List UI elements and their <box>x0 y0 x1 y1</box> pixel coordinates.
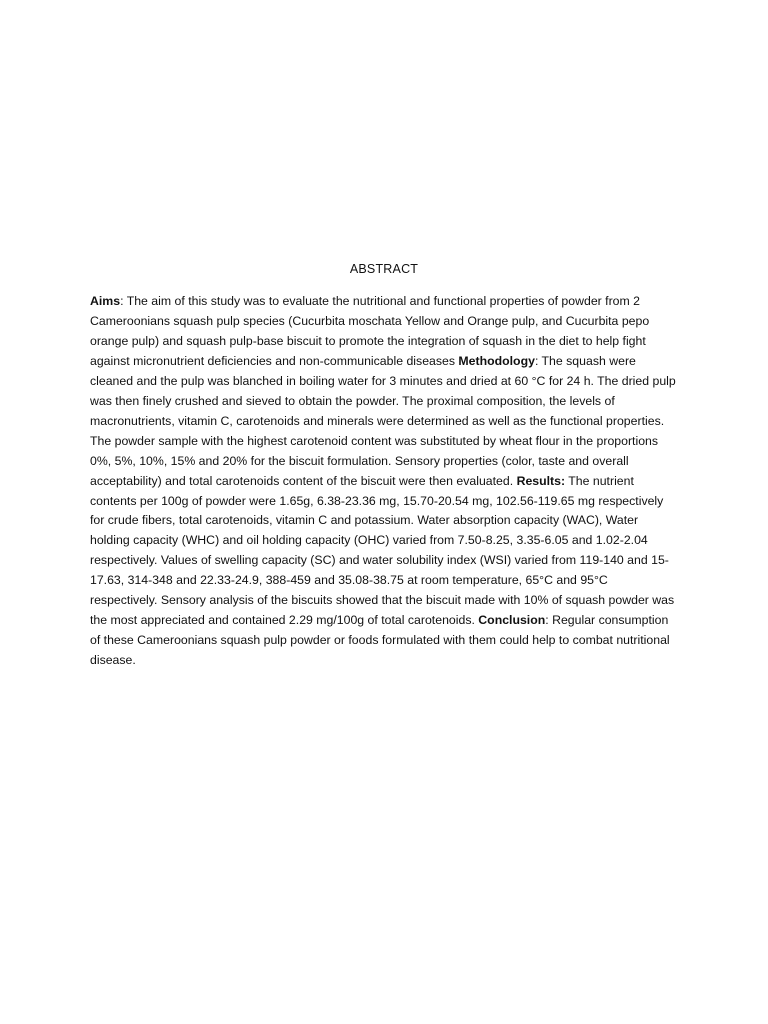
aims-text: : The aim of this study was to evaluate the nutritional and functional properties of powder from 2 Cameroonians squash pulp species (Cucurbita moschata Yellow and Orange pulp, and Cucurbita pepo orange pulp) and squash pulp-base biscuit to promote the integration of squash in the diet to help fight against micronutrient deficiencies and non-communicable diseases <box>90 294 650 368</box>
methodology-label: Methodology <box>458 353 535 368</box>
conclusion-label: Conclusion <box>478 613 546 628</box>
methodology-text: : The squash were cleaned and the pulp was blanched in boiling water for 3 minutes and dried at 60 °C for 24 h. The dried pulp was then finely crushed and sieved to obtain the powder. The proximal composition, the levels of macronutrients, vitamin C, carotenoids and minerals were determined as well as the functional properties. The powder sample with the highest carotenoid content was substituted by wheat flour in the proportions 0%, 5%, 10%, 15% and 20% for the biscuit formulation. Sensory properties (color, taste and overall acceptability) and total carotenoids content of the biscuit were then evaluated. <box>90 353 676 488</box>
aims-label: Aims <box>90 294 121 308</box>
results-text: The nutrient contents per 100g of powder were 1.65g, 6.38-23.36 mg, 15.70-20.54 mg, 102.56-119.65 mg respectively for crude fibers, total carotenoids, vitamin C and potassium. Water absorption capacity (WAC), Water holding capacity (WHC) and oil holding capacity (OHC) varied from 7.50-8.25, 3.35-6.05 and 1.02-2.04 respectively. Values of swelling capacity (SC) and water solubility index (WSI) varied from 119-140 and 15-17.63, 314-348 and 22.33-24.9, 388-459 and 35.08-38.75 at room temperature, 65°C and 95°C respectively. Sensory analysis of the biscuits showed that the biscuit made with 10% of squash powder was the most appreciated and contained 2.29 mg/100g of total carotenoids. <box>90 473 675 628</box>
conclusion-text: : Regular consumption of these Cameroonians squash pulp powder or foods formulated with them could help to combat nutritional disease. <box>90 613 670 668</box>
abstract-heading: ABSTRACT <box>349 262 419 276</box>
abstract-paragraph <box>90 292 678 671</box>
results-label: Results: <box>516 473 566 488</box>
